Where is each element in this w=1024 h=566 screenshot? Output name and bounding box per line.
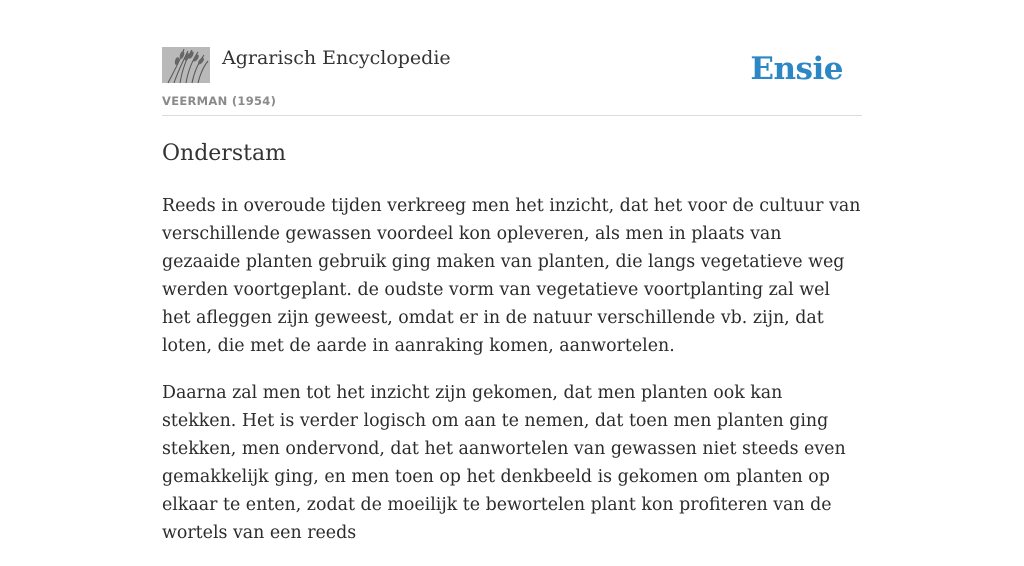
entry-header — [162, 0, 862, 116]
entry-paragraph: Daarna zal men tot het inzicht zijn gekomen, dat men planten ook kan stekken. Het is verder logisch om aan te nemen, dat toen men planten ging stekken, men ondervond, dat het aanwortelen van gewassen niet steeds even gemakkelijk ging, en men toen op het denkbeeld is gekomen om planten op elkaar te enten, zodat de moeilijk te bewortelen plant kon profiteren van de wortels van een reeds — [162, 383, 846, 543]
content-container — [162, 0, 862, 543]
book-author: VEERMAN (1954) — [162, 94, 277, 108]
wheat-thumbnail-icon[interactable] — [162, 47, 210, 83]
book-title-link[interactable]: Agrarisch Encyclopedie — [222, 47, 451, 69]
ensie-logo-link[interactable]: Ensie — [750, 51, 843, 87]
entry-body — [162, 192, 862, 566]
entry-title: Onderstam — [162, 141, 286, 166]
entry-paragraph: Reeds in overoude tijden verkreeg men het inzicht, dat het voor de cultuur van verschillende gewassen voordeel kon opleveren, als men in plaats van gezaaide planten gebruik ging maken van planten, die langs vegetatieve weg werden voortgeplant. de oudste vorm van vegetatieve voortplanting zal wel het afleggen zijn geweest, omdat er in de natuur verschillende vb. zijn, dat loten, die met de aarde in aanraking komen, aanwortelen. — [162, 196, 861, 356]
